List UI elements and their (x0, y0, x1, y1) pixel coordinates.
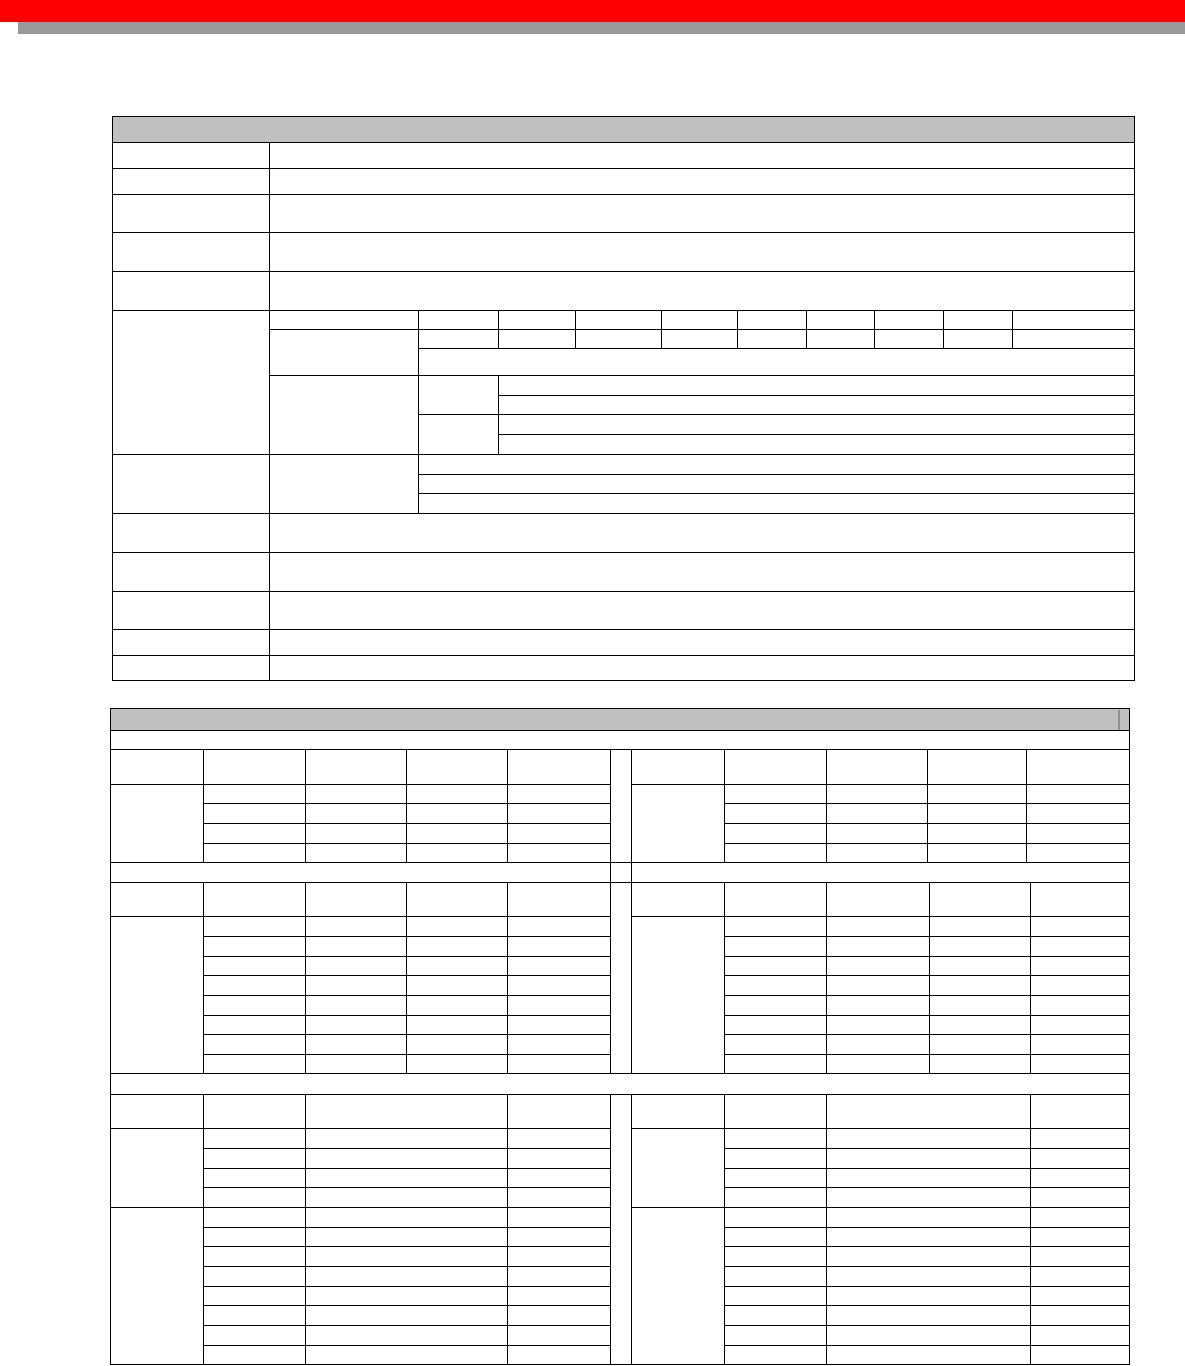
test-table (110, 708, 1130, 1365)
spec-table (112, 116, 1135, 681)
